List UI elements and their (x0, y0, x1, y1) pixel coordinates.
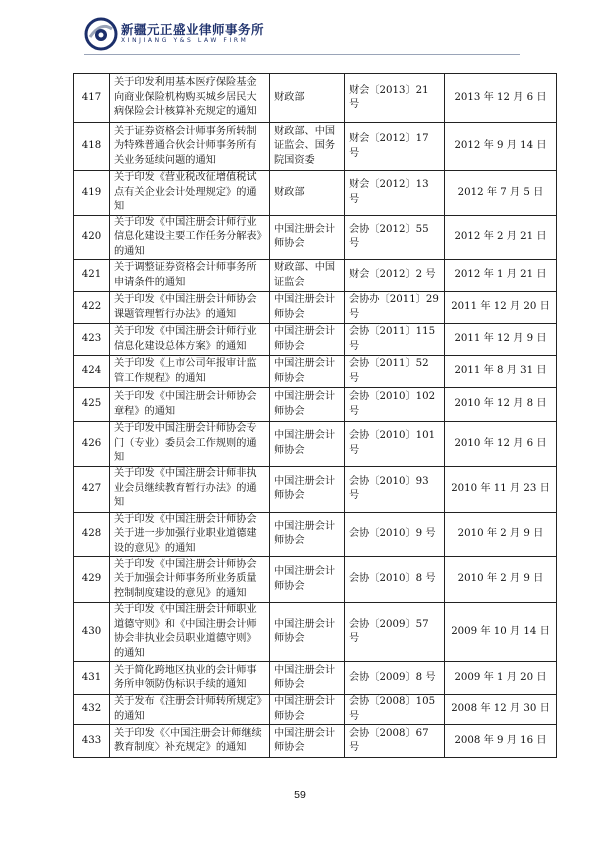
document-number: 会协〔2010〕8 号 (345, 557, 445, 603)
document-title: 关于发布《注册会计师转所规定》的通知 (110, 695, 270, 725)
document-number: 会协〔2010〕9 号 (345, 512, 445, 557)
issue-date: 2012 年 9 月 14 日 (445, 123, 557, 171)
row-number: 424 (74, 356, 110, 388)
table-row (74, 123, 557, 171)
document-title: 关于印发《中国注册会计师协会章程》的通知 (110, 388, 270, 422)
document-title: 关于证券资格会计师事务所转制为特殊普通合伙会计师事务所有关业务延续问题的通知 (110, 123, 270, 171)
issuing-authority: 中国注册会计师协会 (270, 215, 345, 260)
issue-date: 2011 年 8 月 31 日 (445, 356, 557, 388)
document-number: 会协〔2008〕67 号 (345, 725, 445, 758)
document-number: 会协〔2009〕57 号 (345, 603, 445, 662)
row-number: 422 (74, 292, 110, 324)
document-number: 财会〔2012〕17 号 (345, 123, 445, 171)
issuing-authority: 中国注册会计师协会 (270, 422, 345, 467)
issuing-authority: 财政部、中国证监会、国务院国资委 (270, 123, 345, 171)
document-number: 会协〔2010〕101 号 (345, 422, 445, 467)
row-number: 417 (74, 74, 110, 123)
row-number: 429 (74, 557, 110, 603)
issue-date: 2009 年 1 月 20 日 (445, 662, 557, 695)
document-title: 关于印发《〈中国注册会计师继续教育制度〉补充规定》的通知 (110, 725, 270, 758)
issue-date: 2009 年 10 月 14 日 (445, 603, 557, 662)
issue-date: 2010 年 12 月 8 日 (445, 388, 557, 422)
document-number: 会协〔2010〕102 号 (345, 388, 445, 422)
row-number: 421 (74, 260, 110, 292)
table-row (74, 292, 557, 324)
row-number: 423 (74, 324, 110, 356)
page-header (84, 17, 524, 51)
issuing-authority: 中国注册会计师协会 (270, 695, 345, 725)
table-row (74, 215, 557, 260)
row-number: 425 (74, 388, 110, 422)
issuing-authority: 中国注册会计师协会 (270, 725, 345, 758)
table-row (74, 324, 557, 356)
firm-name-en: XINJIANG Y&S LAW FIRM (121, 37, 249, 44)
issuing-authority: 中国注册会计师协会 (270, 662, 345, 695)
document-title: 关于简化跨地区执业的会计师事务所申领防伪标识手续的通知 (110, 662, 270, 695)
document-number: 会协〔2009〕8 号 (345, 662, 445, 695)
issuing-authority: 中国注册会计师协会 (270, 512, 345, 557)
row-number: 432 (74, 695, 110, 725)
document-title: 关于印发利用基本医疗保险基金向商业保险机构购买城乡居民大病保险会计核算补充规定的通知 (110, 74, 270, 123)
issuing-authority: 中国注册会计师协会 (270, 603, 345, 662)
issue-date: 2010 年 2 月 9 日 (445, 557, 557, 603)
row-number: 418 (74, 123, 110, 171)
issuing-authority: 中国注册会计师协会 (270, 466, 345, 512)
firm-logo-icon (84, 17, 118, 51)
issue-date: 2012 年 2 月 21 日 (445, 215, 557, 260)
table-row (74, 260, 557, 292)
issuing-authority: 中国注册会计师协会 (270, 324, 345, 356)
document-title: 关于印发《中国注册会计师协会关于加强会计师事务所业务质量控制制度建设的意见》的通知 (110, 557, 270, 603)
firm-name-cn: 新疆元正盛业律师事务所 (121, 22, 265, 37)
document-number: 会协〔2008〕105 号 (345, 695, 445, 725)
issuing-authority: 财政部、中国证监会 (270, 260, 345, 292)
issue-date: 2011 年 12 月 9 日 (445, 324, 557, 356)
document-number: 会协〔2011〕52 号 (345, 356, 445, 388)
row-number: 426 (74, 422, 110, 467)
document-title: 关于印发《上市公司年报审计监管工作规程》的通知 (110, 356, 270, 388)
document-title: 关于调整证券资格会计师事务所申请条件的通知 (110, 260, 270, 292)
document-number: 财会〔2013〕21 号 (345, 74, 445, 123)
page-number: 59 (294, 789, 306, 801)
header-divider (84, 54, 520, 55)
issue-date: 2008 年 12 月 30 日 (445, 695, 557, 725)
table-row (74, 356, 557, 388)
document-number: 会协〔2011〕115 号 (345, 324, 445, 356)
issue-date: 2012 年 7 月 5 日 (445, 171, 557, 216)
table-row (74, 466, 557, 512)
table-row (74, 74, 557, 123)
issue-date: 2012 年 1 月 21 日 (445, 260, 557, 292)
issuing-authority: 中国注册会计师协会 (270, 356, 345, 388)
issue-date: 2011 年 12 月 20 日 (445, 292, 557, 324)
table-row (74, 695, 557, 725)
row-number: 431 (74, 662, 110, 695)
document-title: 关于印发《中国注册会计师非执业会员继续教育暂行办法》的通知 (110, 466, 270, 512)
table-row (74, 422, 557, 467)
issuing-authority: 中国注册会计师协会 (270, 557, 345, 603)
document-title: 关于印发《中国注册会计师协会课题管理暂行办法》的通知 (110, 292, 270, 324)
issuing-authority: 中国注册会计师协会 (270, 292, 345, 324)
document-number: 财会〔2012〕2 号 (345, 260, 445, 292)
row-number: 428 (74, 512, 110, 557)
issue-date: 2010 年 12 月 6 日 (445, 422, 557, 467)
table-row (74, 171, 557, 216)
table-row (74, 512, 557, 557)
issue-date: 2010 年 2 月 9 日 (445, 512, 557, 557)
document-number: 会协办〔2011〕29 号 (345, 292, 445, 324)
regulations-table (73, 73, 557, 758)
issue-date: 2010 年 11 月 23 日 (445, 466, 557, 512)
issuing-authority: 中国注册会计师协会 (270, 388, 345, 422)
document-number: 财会〔2012〕13 号 (345, 171, 445, 216)
row-number: 420 (74, 215, 110, 260)
table-row (74, 725, 557, 758)
regulations-table-body (74, 74, 557, 758)
document-title: 关于印发《中国注册会计师协会关于进一步加强行业职业道德建设的意见》的通知 (110, 512, 270, 557)
document-number: 会协〔2012〕55 号 (345, 215, 445, 260)
document-number: 会协〔2010〕93 号 (345, 466, 445, 512)
document-title: 关于印发《中国注册会计师职业道德守则》和《中国注册会计师协会非执业会员职业道德守则》的通知 (110, 603, 270, 662)
document-title: 关于印发《营业税改征增值税试点有关企业会计处理规定》的通知 (110, 171, 270, 216)
document-title: 关于印发《中国注册会计师行业信息化建设主要工作任务分解表》的通知 (110, 215, 270, 260)
table-row (74, 388, 557, 422)
issuing-authority: 财政部 (270, 74, 345, 123)
row-number: 419 (74, 171, 110, 216)
issue-date: 2013 年 12 月 6 日 (445, 74, 557, 123)
row-number: 433 (74, 725, 110, 758)
issuing-authority: 财政部 (270, 171, 345, 216)
table-row (74, 662, 557, 695)
row-number: 427 (74, 466, 110, 512)
table-row (74, 603, 557, 662)
document-title: 关于印发《中国注册会计师行业信息化建设总体方案》的通知 (110, 324, 270, 356)
row-number: 430 (74, 603, 110, 662)
document-title: 关于印发中国注册会计师协会专门（专业）委员会工作规则的通知 (110, 422, 270, 467)
table-row (74, 557, 557, 603)
issue-date: 2008 年 9 月 16 日 (445, 725, 557, 758)
